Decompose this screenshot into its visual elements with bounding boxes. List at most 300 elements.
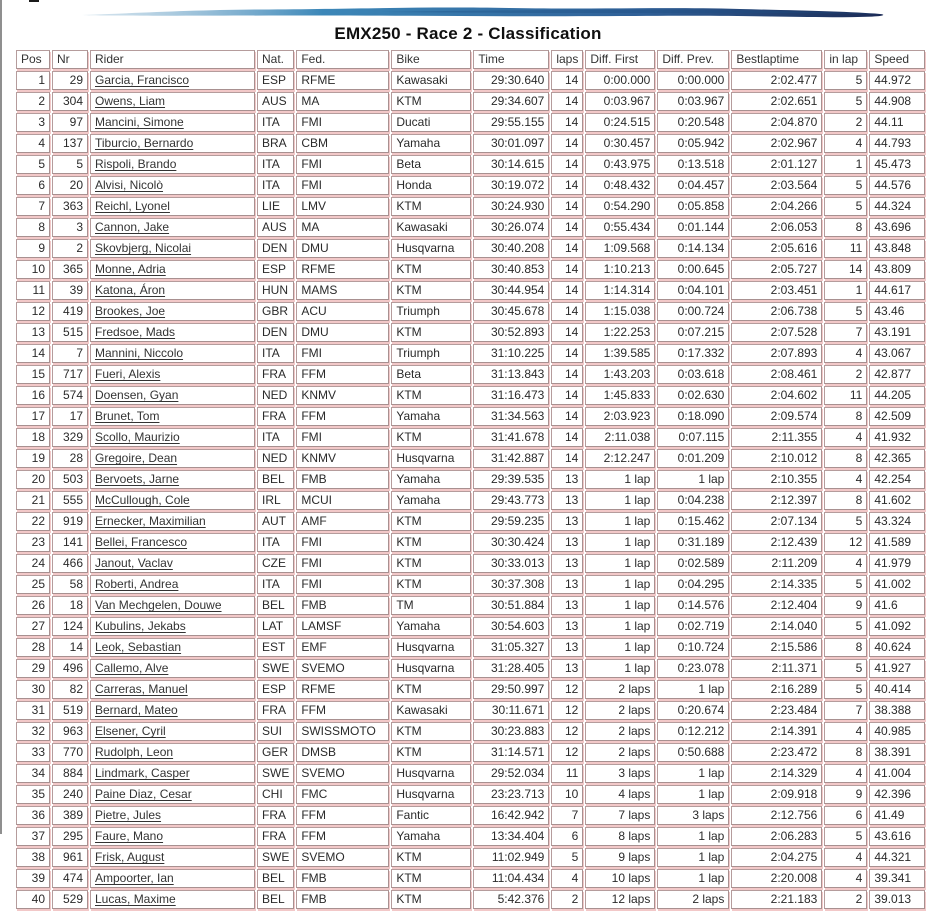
cell-nat: LAT (257, 617, 294, 636)
cell-fed: FMB (296, 869, 389, 888)
cell-rider (90, 680, 255, 699)
rider-link[interactable]: Ernecker, Maximilian (95, 514, 206, 528)
cell-rider (90, 617, 255, 636)
cell-pos: 14 (16, 344, 50, 363)
cell-rider (90, 92, 255, 111)
column-header-bestlaptime: Bestlaptime (731, 50, 822, 69)
cell-nat: EST (257, 638, 294, 657)
table-row (16, 890, 925, 909)
cell-laps: 13 (551, 575, 583, 594)
cell-bike: Yamaha (391, 617, 471, 636)
rider-link[interactable]: Skovbjerg, Nicolai (95, 241, 192, 255)
cell-laps: 14 (551, 134, 583, 153)
cell-laps: 14 (551, 407, 583, 426)
cell-in_lap: 4 (824, 134, 867, 153)
cell-laps: 14 (551, 386, 583, 405)
cell-fed: DMU (296, 323, 389, 342)
cell-fed: FFM (296, 827, 389, 846)
cell-time: 30:14.615 (473, 155, 549, 174)
cell-nr: 5 (52, 155, 88, 174)
cell-diff_first: 2:03.923 (585, 407, 655, 426)
cell-nr: 7 (52, 344, 88, 363)
cell-time: 31:34.563 (473, 407, 549, 426)
cell-bestlaptime: 2:04.870 (731, 113, 822, 132)
cell-bike: KTM (391, 323, 471, 342)
rider-link[interactable]: Mannini, Niccolo (95, 346, 184, 360)
cell-laps: 12 (551, 722, 583, 741)
cell-nat: BEL (257, 890, 294, 909)
rider-link[interactable]: Rudolph, Leon (95, 745, 174, 759)
cell-fed: LAMSF (296, 617, 389, 636)
cell-fed: FMI (296, 344, 389, 363)
cell-pos: 20 (16, 470, 50, 489)
cell-nat: BEL (257, 470, 294, 489)
rider-link[interactable]: Elsener, Cyril (95, 724, 166, 738)
cell-diff_first: 0:54.290 (585, 197, 655, 216)
cell-bike: Ducati (391, 113, 471, 132)
cell-diff_prev: 0:07.215 (657, 323, 729, 342)
cell-pos: 25 (16, 575, 50, 594)
cell-time: 30:45.678 (473, 302, 549, 321)
cell-rider (90, 197, 255, 216)
cell-diff_prev: 0:20.674 (657, 701, 729, 720)
cell-nr: 82 (52, 680, 88, 699)
cell-bike: Husqvarna (391, 239, 471, 258)
column-header-pos: Pos (16, 50, 50, 69)
cell-speed: 43.324 (869, 512, 925, 531)
cell-in_lap: 8 (824, 407, 867, 426)
table-row (16, 869, 925, 888)
cell-diff_prev: 0:12.212 (657, 722, 729, 741)
cell-diff_first: 1:43.203 (585, 365, 655, 384)
rider-link[interactable]: Fredsoe, Mads (95, 325, 176, 339)
cell-nat: GBR (257, 302, 294, 321)
cell-nat: ITA (257, 113, 294, 132)
cell-bike: KTM (391, 869, 471, 888)
cell-nat: ITA (257, 575, 294, 594)
cell-time: 30:30.424 (473, 533, 549, 552)
rider-link[interactable]: Mancini, Simone (95, 115, 184, 129)
cell-rider (90, 638, 255, 657)
cell-bike: Triumph (391, 302, 471, 321)
column-header-time: Time (473, 50, 549, 69)
rider-link[interactable]: Van Mechgelen, Douwe (95, 598, 222, 612)
cell-speed: 43.46 (869, 302, 925, 321)
rider-link[interactable]: Callemo, Alve (95, 661, 169, 675)
cell-bestlaptime: 2:11.355 (731, 428, 822, 447)
cell-nat: NED (257, 449, 294, 468)
cell-laps: 2 (551, 890, 583, 909)
cell-bike: KTM (391, 575, 471, 594)
cell-time: 13:34.404 (473, 827, 549, 846)
cell-pos: 9 (16, 239, 50, 258)
cell-time: 31:16.473 (473, 386, 549, 405)
cell-in_lap: 5 (824, 302, 867, 321)
cell-time: 11:02.949 (473, 848, 549, 867)
cell-time: 23:23.713 (473, 785, 549, 804)
rider-link[interactable]: Tiburcio, Bernardo (95, 136, 194, 150)
cell-diff_prev: 0:31.189 (657, 533, 729, 552)
cell-diff_prev: 0:05.858 (657, 197, 729, 216)
rider-link[interactable]: Bervoets, Jarne (95, 472, 180, 486)
cell-diff_prev: 0:10.724 (657, 638, 729, 657)
cell-nat: DEN (257, 323, 294, 342)
cell-laps: 13 (551, 659, 583, 678)
cell-bestlaptime: 2:11.371 (731, 659, 822, 678)
cell-speed: 41.49 (869, 806, 925, 825)
cell-laps: 13 (551, 512, 583, 531)
cell-time: 29:55.155 (473, 113, 549, 132)
cell-nr: 124 (52, 617, 88, 636)
cell-pos: 6 (16, 176, 50, 195)
cell-rider (90, 596, 255, 615)
cell-rider (90, 113, 255, 132)
cell-bike: KTM (391, 281, 471, 300)
cell-rider (90, 743, 255, 762)
rider-link[interactable]: Garcia, Francisco (95, 73, 190, 87)
cell-fed: MCUI (296, 491, 389, 510)
column-header-rider: Rider (90, 50, 255, 69)
cell-speed: 41.6 (869, 596, 925, 615)
cell-rider (90, 659, 255, 678)
cell-bike: Yamaha (391, 134, 471, 153)
cell-bestlaptime: 2:14.335 (731, 575, 822, 594)
cell-diff_prev: 0:07.115 (657, 428, 729, 447)
cell-in_lap: 2 (824, 890, 867, 909)
cell-diff_prev: 0:18.090 (657, 407, 729, 426)
cell-fed: FMI (296, 575, 389, 594)
cell-in_lap: 1 (824, 155, 867, 174)
cell-pos: 8 (16, 218, 50, 237)
cell-time: 29:39.535 (473, 470, 549, 489)
cell-speed: 44.321 (869, 848, 925, 867)
table-row (16, 554, 925, 573)
cell-nat: AUS (257, 218, 294, 237)
column-header-fed: Fed. (296, 50, 389, 69)
cell-laps: 13 (551, 470, 583, 489)
cell-bike: KTM (391, 722, 471, 741)
rider-link[interactable]: Janout, Vaclav (95, 556, 173, 570)
rider-link[interactable]: Lucas, Maxime (95, 892, 176, 906)
rider-link[interactable]: Lindmark, Casper (95, 766, 190, 780)
cell-bestlaptime: 2:09.574 (731, 407, 822, 426)
rider-link[interactable]: Carreras, Manuel (95, 682, 188, 696)
rider-link[interactable]: Owens, Liam (95, 94, 166, 108)
cell-in_lap: 8 (824, 743, 867, 762)
cell-time: 29:59.235 (473, 512, 549, 531)
cell-rider (90, 176, 255, 195)
cell-nat: CHI (257, 785, 294, 804)
cell-rider (90, 344, 255, 363)
cell-rider (90, 575, 255, 594)
cell-speed: 44.908 (869, 92, 925, 111)
cell-speed: 41.602 (869, 491, 925, 510)
cell-fed: FMI (296, 113, 389, 132)
cell-pos: 13 (16, 323, 50, 342)
cell-bike: Yamaha (391, 407, 471, 426)
cell-nat: ITA (257, 176, 294, 195)
cell-time: 30:01.097 (473, 134, 549, 153)
rider-link[interactable]: Cannon, Jake (95, 220, 170, 234)
cell-fed: MA (296, 92, 389, 111)
cell-rider (90, 512, 255, 531)
cell-rider (90, 365, 255, 384)
cell-bike: KTM (391, 890, 471, 909)
cell-in_lap: 8 (824, 449, 867, 468)
cell-diff_prev: 0:01.209 (657, 449, 729, 468)
cell-speed: 44.972 (869, 71, 925, 90)
cell-diff_prev: 0:15.462 (657, 512, 729, 531)
cell-diff_first: 2:12.247 (585, 449, 655, 468)
cell-diff_first: 1:15.038 (585, 302, 655, 321)
cell-nr: 2 (52, 239, 88, 258)
cell-pos: 35 (16, 785, 50, 804)
cell-bike: Husqvarna (391, 785, 471, 804)
cell-nr: 717 (52, 365, 88, 384)
cell-rider (90, 239, 255, 258)
table-row (16, 533, 925, 552)
rider-link[interactable]: Roberti, Andrea (95, 577, 179, 591)
cell-bestlaptime: 2:02.477 (731, 71, 822, 90)
cell-diff_prev: 0:03.618 (657, 365, 729, 384)
cell-bestlaptime: 2:23.472 (731, 743, 822, 762)
cell-time: 29:30.640 (473, 71, 549, 90)
cell-in_lap: 12 (824, 533, 867, 552)
cell-diff_first: 2 laps (585, 680, 655, 699)
cell-fed: KNMV (296, 386, 389, 405)
cell-pos: 10 (16, 260, 50, 279)
rider-link[interactable]: Brookes, Joe (95, 304, 166, 318)
cell-rider (90, 302, 255, 321)
cell-laps: 12 (551, 680, 583, 699)
cell-speed: 41.979 (869, 554, 925, 573)
table-row (16, 92, 925, 111)
cell-diff_prev: 0:04.457 (657, 176, 729, 195)
table-row (16, 743, 925, 762)
cell-diff_first: 12 laps (585, 890, 655, 909)
cell-in_lap: 5 (824, 680, 867, 699)
cell-bestlaptime: 2:16.289 (731, 680, 822, 699)
rider-link[interactable]: Alvisi, Nicolò (95, 178, 164, 192)
cell-bestlaptime: 2:12.756 (731, 806, 822, 825)
cell-bestlaptime: 2:03.451 (731, 281, 822, 300)
cell-nr: 770 (52, 743, 88, 762)
rider-link[interactable]: Rispoli, Brando (95, 157, 177, 171)
cell-diff_first: 0:30.457 (585, 134, 655, 153)
cell-nat: HUN (257, 281, 294, 300)
cell-nat: SWE (257, 848, 294, 867)
table-row (16, 827, 925, 846)
cell-speed: 42.254 (869, 470, 925, 489)
cell-time: 30:26.074 (473, 218, 549, 237)
header-row (16, 50, 925, 69)
cell-rider (90, 554, 255, 573)
cell-diff_first: 2:11.038 (585, 428, 655, 447)
cell-pos: 30 (16, 680, 50, 699)
cell-diff_prev: 0:14.134 (657, 239, 729, 258)
cell-nr: 3 (52, 218, 88, 237)
table-row (16, 155, 925, 174)
cell-speed: 39.013 (869, 890, 925, 909)
cell-diff_prev: 0:23.078 (657, 659, 729, 678)
header-brush-stroke (80, 3, 892, 23)
cell-diff_first: 2 laps (585, 743, 655, 762)
cell-bestlaptime: 2:21.183 (731, 890, 822, 909)
cell-nr: 365 (52, 260, 88, 279)
cell-bestlaptime: 2:12.397 (731, 491, 822, 510)
cell-diff_first: 9 laps (585, 848, 655, 867)
rider-link[interactable]: Katona, Áron (95, 283, 166, 297)
table-row (16, 722, 925, 741)
cell-nat: ITA (257, 344, 294, 363)
cell-nat: CZE (257, 554, 294, 573)
cell-diff_first: 1 lap (585, 533, 655, 552)
cell-pos: 37 (16, 827, 50, 846)
cell-pos: 23 (16, 533, 50, 552)
cell-nat: SWE (257, 764, 294, 783)
cell-diff_prev: 2 laps (657, 890, 729, 909)
cell-bestlaptime: 2:11.209 (731, 554, 822, 573)
cell-diff_first: 1:14.314 (585, 281, 655, 300)
cell-in_lap: 5 (824, 92, 867, 111)
cell-time: 31:05.327 (473, 638, 549, 657)
cell-bestlaptime: 2:06.283 (731, 827, 822, 846)
cell-time: 30:54.603 (473, 617, 549, 636)
cell-bike: KTM (391, 197, 471, 216)
rider-link[interactable]: Reichl, Lyonel (95, 199, 170, 213)
cell-in_lap: 5 (824, 71, 867, 90)
cell-nat: ESP (257, 71, 294, 90)
cell-laps: 14 (551, 365, 583, 384)
cell-rider (90, 701, 255, 720)
cell-time: 30:24.930 (473, 197, 549, 216)
cell-diff_prev: 0:00.000 (657, 71, 729, 90)
cell-speed: 43.616 (869, 827, 925, 846)
cell-nr: 961 (52, 848, 88, 867)
cell-bestlaptime: 2:09.918 (731, 785, 822, 804)
rider-link[interactable]: Bellei, Francesco (95, 535, 188, 549)
cell-in_lap: 7 (824, 701, 867, 720)
rider-link[interactable]: Brunet, Tom (95, 409, 160, 423)
cell-diff_prev: 0:02.630 (657, 386, 729, 405)
cell-pos: 29 (16, 659, 50, 678)
cell-speed: 44.617 (869, 281, 925, 300)
rider-link[interactable]: Paine Diaz, Cesar (95, 787, 192, 801)
rider-link[interactable]: Bernard, Mateo (95, 703, 178, 717)
cell-in_lap: 5 (824, 659, 867, 678)
cell-time: 30:52.893 (473, 323, 549, 342)
cell-pos: 4 (16, 134, 50, 153)
cell-in_lap: 1 (824, 281, 867, 300)
cell-speed: 45.473 (869, 155, 925, 174)
cell-diff_prev: 0:04.101 (657, 281, 729, 300)
cell-nr: 574 (52, 386, 88, 405)
rider-link[interactable]: Fueri, Alexis (95, 367, 161, 381)
cell-pos: 39 (16, 869, 50, 888)
cell-bike: KTM (391, 848, 471, 867)
cell-diff_first: 2 laps (585, 701, 655, 720)
cell-nat: DEN (257, 239, 294, 258)
cell-nat: ITA (257, 155, 294, 174)
cell-diff_prev: 0:05.942 (657, 134, 729, 153)
cell-bike: Triumph (391, 344, 471, 363)
cell-nr: 141 (52, 533, 88, 552)
cell-in_lap: 4 (824, 470, 867, 489)
cell-pos: 7 (16, 197, 50, 216)
rider-link[interactable]: Ampoorter, Ian (95, 871, 174, 885)
cell-bestlaptime: 2:14.040 (731, 617, 822, 636)
cell-pos: 26 (16, 596, 50, 615)
rider-link[interactable]: Gregoire, Dean (95, 451, 178, 465)
cell-fed: FMB (296, 596, 389, 615)
rider-link[interactable]: Leok, Sebastian (95, 640, 182, 654)
cell-pos: 33 (16, 743, 50, 762)
rider-link[interactable]: Faure, Mano (95, 829, 164, 843)
cell-bestlaptime: 2:10.012 (731, 449, 822, 468)
cell-time: 29:50.997 (473, 680, 549, 699)
table-row (16, 176, 925, 195)
cell-diff_first: 1:22.253 (585, 323, 655, 342)
table-row (16, 848, 925, 867)
rider-link[interactable]: Monne, Adria (95, 262, 166, 276)
cell-rider (90, 785, 255, 804)
cell-nat: ESP (257, 260, 294, 279)
rider-link[interactable]: Pietre, Jules (95, 808, 162, 822)
cell-bike: Beta (391, 365, 471, 384)
rider-link[interactable]: Frisk, August (95, 850, 165, 864)
cell-diff_first: 0:03.967 (585, 92, 655, 111)
cell-nr: 39 (52, 281, 88, 300)
cell-speed: 41.589 (869, 533, 925, 552)
rider-link[interactable]: Scollo, Maurizio (95, 430, 180, 444)
rider-link[interactable]: Kubulins, Jekabs (95, 619, 186, 633)
table-row (16, 659, 925, 678)
cell-diff_first: 1 lap (585, 659, 655, 678)
table-row (16, 701, 925, 720)
cell-nr: 18 (52, 596, 88, 615)
cell-speed: 43.696 (869, 218, 925, 237)
cell-bike: KTM (391, 260, 471, 279)
cell-nat: AUS (257, 92, 294, 111)
cell-in_lap: 5 (824, 575, 867, 594)
cell-speed: 40.414 (869, 680, 925, 699)
cell-bestlaptime: 2:07.893 (731, 344, 822, 363)
table-row (16, 407, 925, 426)
cell-nr: 919 (52, 512, 88, 531)
cell-nat: BEL (257, 869, 294, 888)
cell-diff_prev: 1 lap (657, 470, 729, 489)
cell-nat: FRA (257, 701, 294, 720)
cell-diff_first: 1 lap (585, 491, 655, 510)
cell-fed: CBM (296, 134, 389, 153)
rider-link[interactable]: McCullough, Cole (95, 493, 190, 507)
table-row (16, 365, 925, 384)
cell-pos: 21 (16, 491, 50, 510)
cell-fed: FMI (296, 155, 389, 174)
table-row (16, 239, 925, 258)
cell-rider (90, 281, 255, 300)
rider-link[interactable]: Doensen, Gyan (95, 388, 179, 402)
column-header-diff_first: Diff. First (585, 50, 655, 69)
cell-in_lap: 11 (824, 386, 867, 405)
cell-rider (90, 134, 255, 153)
cell-rider (90, 722, 255, 741)
cell-speed: 41.004 (869, 764, 925, 783)
cell-diff_first: 1 lap (585, 638, 655, 657)
cell-bestlaptime: 2:10.355 (731, 470, 822, 489)
cell-pos: 2 (16, 92, 50, 111)
cell-bike: TM (391, 596, 471, 615)
